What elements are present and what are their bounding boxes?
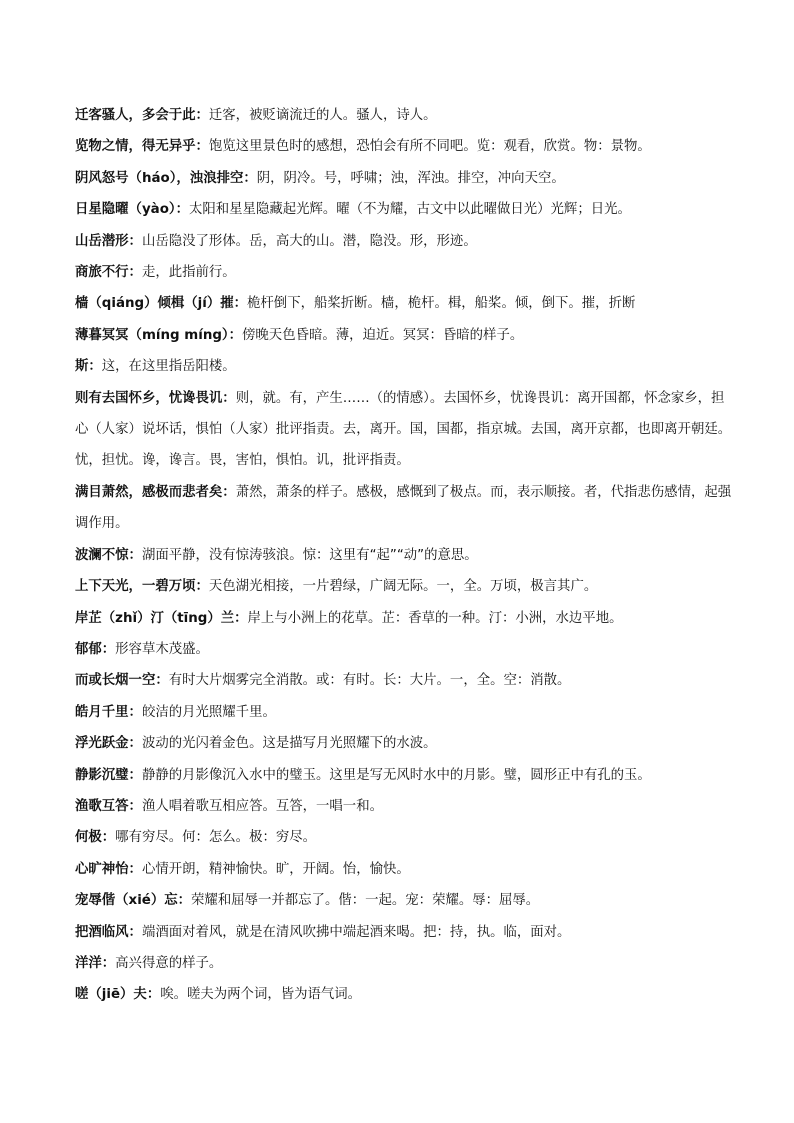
entry-term: 浮光跃金：	[75, 736, 142, 752]
glossary-entry-20	[75, 791, 734, 822]
glossary-entry-14	[75, 603, 734, 634]
glossary-entry-25	[75, 948, 734, 979]
entry-term: 日星隐曜（yào）：	[75, 202, 189, 218]
entry-term: 薄暮冥冥（míng míng）：	[75, 327, 243, 343]
glossary-entry-9	[75, 351, 734, 382]
entry-definition: 波动的光闪着金色。这是描写月光照耀下的水波。	[141, 736, 437, 752]
entry-term: 览物之情，得无异乎：	[75, 139, 209, 155]
entry-term: 迁客骚人，多会于此：	[75, 108, 209, 123]
entry-term: 嗟（jiē）夫：	[75, 987, 161, 1003]
entry-definition: 哪有穷尽。何：怎么。极：穷尽。	[115, 830, 317, 846]
entry-term: 把酒临风：	[75, 924, 142, 940]
glossary-entry-1	[75, 100, 734, 131]
glossary-entry-22	[75, 854, 734, 885]
entry-definition: 傍晚天色昏暗。薄，迫近。冥冥：昏暗的样子。	[242, 327, 524, 343]
glossary-entry-5	[75, 226, 734, 257]
glossary-entry-2	[75, 131, 734, 162]
glossary-entry-16	[75, 665, 734, 696]
glossary-entry-24	[75, 917, 734, 948]
entry-term: 皓月千里：	[75, 704, 142, 720]
glossary-entry-13	[75, 571, 734, 602]
entry-term: 宠辱偕（xié）忘：	[75, 893, 192, 909]
entry-term: 洋洋：	[75, 955, 116, 971]
glossary-entry-15	[75, 634, 734, 665]
entry-definition: 这，在这里指岳阳楼。	[101, 359, 236, 375]
entry-definition: 静静的月影像沉入水中的璧玉。这里是写无风时水中的月影。璧，圆形正中有孔的玉。	[141, 767, 651, 783]
entry-definition: 皎洁的月光照耀千里。	[141, 704, 276, 720]
entry-definition: 则，就。有，产生……（的情感）。去国怀乡，忧谗畏讥：离开国都，怀念家乡，担心（人家）说坏话，惧怕（人家）批评指责。去，离开。国，国都，指京城。去国，离开京都，也即离开朝廷。忧，担忧。谗，谗言。畏，害怕，惧怕。讥，批评指责。	[75, 390, 732, 469]
entry-term: 满目萧然，感极而悲者矣：	[75, 484, 236, 500]
entry-term: 郁郁：	[75, 641, 116, 657]
glossary-entry-18	[75, 728, 734, 759]
entry-term: 何极：	[75, 830, 116, 846]
glossary-entry-19	[75, 760, 734, 791]
entry-definition: 高兴得意的样子。	[115, 955, 223, 971]
entry-term: 商旅不行：	[75, 265, 142, 281]
glossary-entry-21	[75, 822, 734, 853]
entry-definition: 桅杆倒下，船桨折断。樯，桅杆。楫，船桨。倾，倒下。摧，折断	[247, 296, 636, 312]
entry-term: 波澜不惊：	[75, 547, 142, 563]
entry-definition: 湖面平静，没有惊涛骇浪。惊：这里有“起”“动”的意思。	[141, 547, 478, 563]
entry-term: 岸芷（zhǐ）汀（tīng）兰：	[75, 610, 248, 626]
entry-definition: 渔人唱着歌互相应答。互答，一唱一和。	[141, 798, 383, 814]
entry-term: 而或长烟一空：	[75, 673, 169, 689]
glossary-entry-12	[75, 540, 734, 571]
entry-term: 静影沉璧：	[75, 767, 142, 783]
entry-definition: 迁客，被贬谪流迁的人。骚人，诗人。	[208, 108, 437, 123]
entry-definition: 有时大片烟雾完全消散。或：有时。长：大片。一，全。空：消散。	[168, 673, 571, 689]
glossary-entry-10	[75, 383, 734, 477]
glossary-entry-23	[75, 885, 734, 916]
entry-term: 上下天光，一碧万顷：	[75, 579, 209, 595]
glossary-entry-8	[75, 320, 734, 351]
entry-definition: 心情开朗，精神愉快。旷，开阔。怡，愉快。	[141, 861, 410, 877]
glossary-entry-26	[75, 979, 734, 1010]
glossary-entry-6	[75, 257, 734, 288]
entry-term: 心旷神怡：	[75, 861, 142, 877]
entry-term: 山岳潜形：	[75, 233, 142, 249]
entry-definition: 山岳隐没了形体。岳，高大的山。潜，隐没。形，形迹。	[141, 233, 477, 249]
entry-definition: 岸上与小洲上的花草。芷：香草的一种。汀：小洲，水边平地。	[247, 610, 623, 626]
entry-definition: 荣耀和屈辱一并都忘了。偕：一起。宠：荣耀。辱：屈辱。	[191, 893, 540, 909]
entry-term: 樯（qiáng）倾楫（jí）摧：	[75, 296, 248, 312]
entry-definition: 端酒面对着风，就是在清风吹拂中端起酒来喝。把：持，执。临，面对。	[141, 924, 571, 940]
entry-term: 则有去国怀乡，忧谗畏讥：	[75, 390, 236, 406]
entry-definition: 阴，阴冷。号，呼啸；浊，浑浊。排空，冲向天空。	[256, 170, 565, 186]
entry-term: 阴风怒号（háo），浊浪排空：	[75, 170, 257, 186]
entry-definition: 走，此指前行。	[141, 265, 236, 281]
glossary-entry-3	[75, 163, 734, 194]
entry-term: 斯：	[75, 359, 102, 375]
glossary-entry-11	[75, 477, 734, 540]
entry-definition: 天色湖光相接，一片碧绿，广阔无际。一，全。万顷，极言其广。	[208, 579, 598, 595]
entry-definition: 形容草木茂盛。	[115, 641, 209, 657]
entry-definition: 饱览这里景色时的感想，恐怕会有所不同吧。览：观看，欣赏。物：景物。	[208, 139, 651, 155]
entry-definition: 唉。嗟夫为两个词，皆为语气词。	[160, 987, 362, 1003]
glossary-entry-4	[75, 194, 734, 225]
entry-definition: 萧然，萧条的样子。感极，感慨到了极点。而，表示顺接。者，代指悲伤感情，起强调作用。	[75, 484, 732, 532]
glossary-entry-17	[75, 697, 734, 728]
entry-term: 渔歌互答：	[75, 798, 142, 814]
entry-definition: 太阳和星星隐藏起光辉。曜（不为耀，古文中以此曜做日光）光辉；日光。	[189, 202, 631, 218]
glossary-entry-7	[75, 288, 734, 319]
